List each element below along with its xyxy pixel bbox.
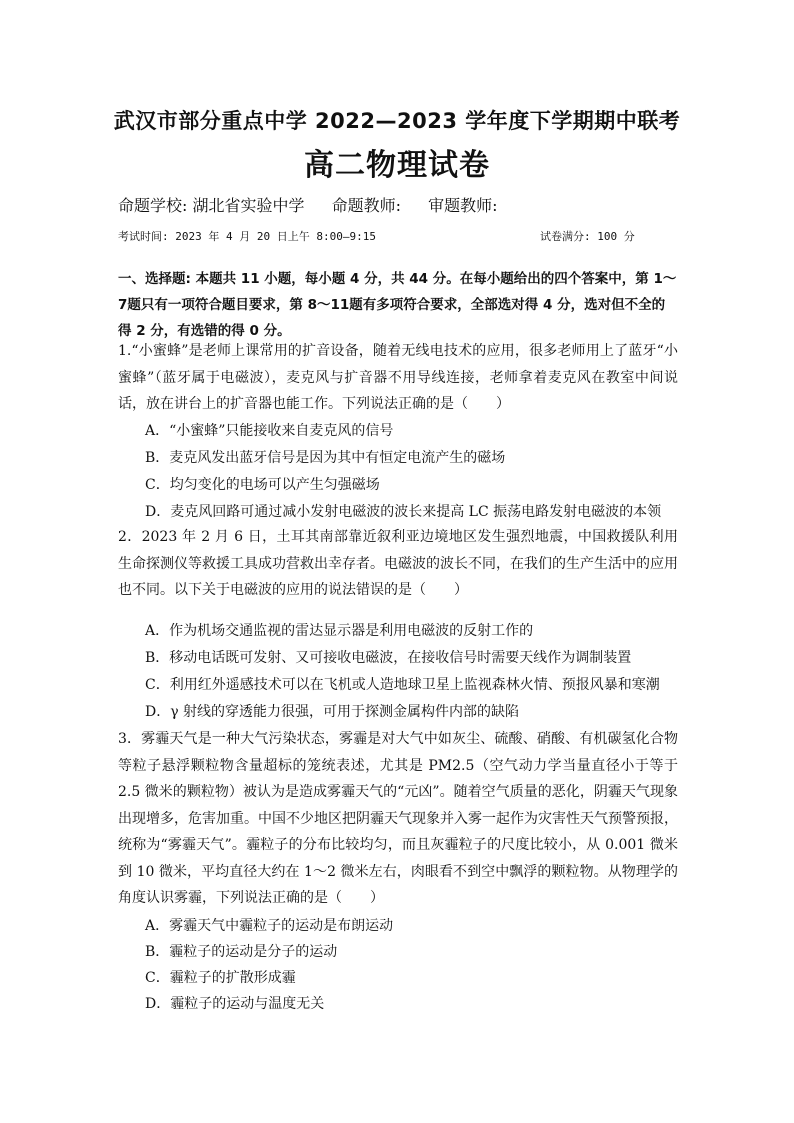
question-stem: 1.“小蜜蜂”是老师上课常用的扩音设备，随着无线电技术的应用，很多老师用上了蓝牙“小蜜蜂”（蓝牙属于电磁波），麦克风与扩音器不用导线连接，老师拿着麦克风在教室中间说话，放在讲台上的扩音器也能工作。下列说法正确的是（ ） [118, 343, 678, 412]
question-option: B．霾粒子的运动是分子的运动 [145, 944, 338, 960]
question-stem: 3．雾霾天气是一种大气污染状态，雾霾是对大气中如灰尘、硫酸、硝酸、有机碳氢化合物等粒子悬浮颗粒物含量超标的笼统表述，尤其是 PM2.5（空气动力学当量直径小于等于 2.5 微米的颗粒物）被认为是造成雾霾天气的“元凶”。随着空气质量的恶化，阴霾天气现象出现增多，危害加重。中国不少地区把阴霾天气现象并入雾一起作为灾害性天气预警预报，统称为“雾霾天气”。霾粒子的分布比较均匀，而且灰霾粒子的尺度比较小，从 0.001 微米到 10 微米，平均直径大约在 1～2 微米左右，肉眼看不到空中飘浮的颗粒物。从物理学的角度认识雾霾，下列说法正确的是（ ） [118, 731, 678, 906]
setter-info [118, 193, 519, 216]
section-instructions: 一、选择题: 本题共 11 小题，每小题 4 分，共 44 分。在每小题给出的四个答案中，第 1～7题只有一项符合题目要求，第 8～11题有多项符合要求，全部选对得 4 分，选对但不全的得 2 分，有选错的得 0 分。 [118, 271, 677, 339]
question-option: B．移动电话既可发射、又可接收电磁波，在接收信号时需要天线作为调制装置 [145, 650, 632, 666]
question-option: A．作为机场交通监视的雷达显示器是利用电磁波的反射工作的 [145, 623, 534, 639]
question-option: A．“小蜜蜂”只能接收来自麦克风的信号 [145, 423, 394, 439]
exam-time: 考试时间: 2023 年 4 月 20 日上午 8:00—9:15 [118, 230, 376, 243]
exam-info [118, 228, 658, 244]
question-option: D．麦克风回路可通过减小发射电磁波的波长来提高 LC 振荡电路发射电磁波的本领 [145, 504, 662, 520]
question-option: C．利用红外遥感技术可以在飞机或人造地球卫星上监视森林火情、预报风暴和寒潮 [145, 677, 660, 693]
question-option: C．均匀变化的电场可以产生匀强磁场 [145, 477, 380, 493]
question-option: D．霾粒子的运动与温度无关 [145, 996, 325, 1012]
question-option: C．霾粒子的扩散形成霾 [145, 970, 296, 986]
question-option: D．γ 射线的穿透能力很强，可用于探测金属构件内部的缺陷 [145, 704, 520, 720]
reviewer-label: 审题教师: [428, 196, 498, 215]
question-option: B．麦克风发出蓝牙信号是因为其中有恒定电流产生的磁场 [145, 450, 506, 466]
setter-label: 命题教师: [331, 196, 401, 215]
question-stem: 2．2023 年 2 月 6 日，土耳其南部靠近叙利亚边境地区发生强烈地震，中国救援队利用生命探测仪等救援工具成功营救出幸存者。电磁波的波长不同，在我们的生产生活中的应用也不同。以下关于电磁波的应用的说法错误的是（ ） [118, 529, 678, 598]
exam-title: 武汉市部分重点中学 2022—2023 学年度下学期期中联考 [113, 109, 681, 133]
exam-subtitle: 高二物理试卷 [304, 148, 490, 183]
full-score: 试卷满分: 100 分 [540, 230, 635, 243]
school-label: 命题学校: 湖北省实验中学 [118, 196, 305, 215]
question-option: A．雾霾天气中霾粒子的运动是布朗运动 [145, 918, 394, 934]
